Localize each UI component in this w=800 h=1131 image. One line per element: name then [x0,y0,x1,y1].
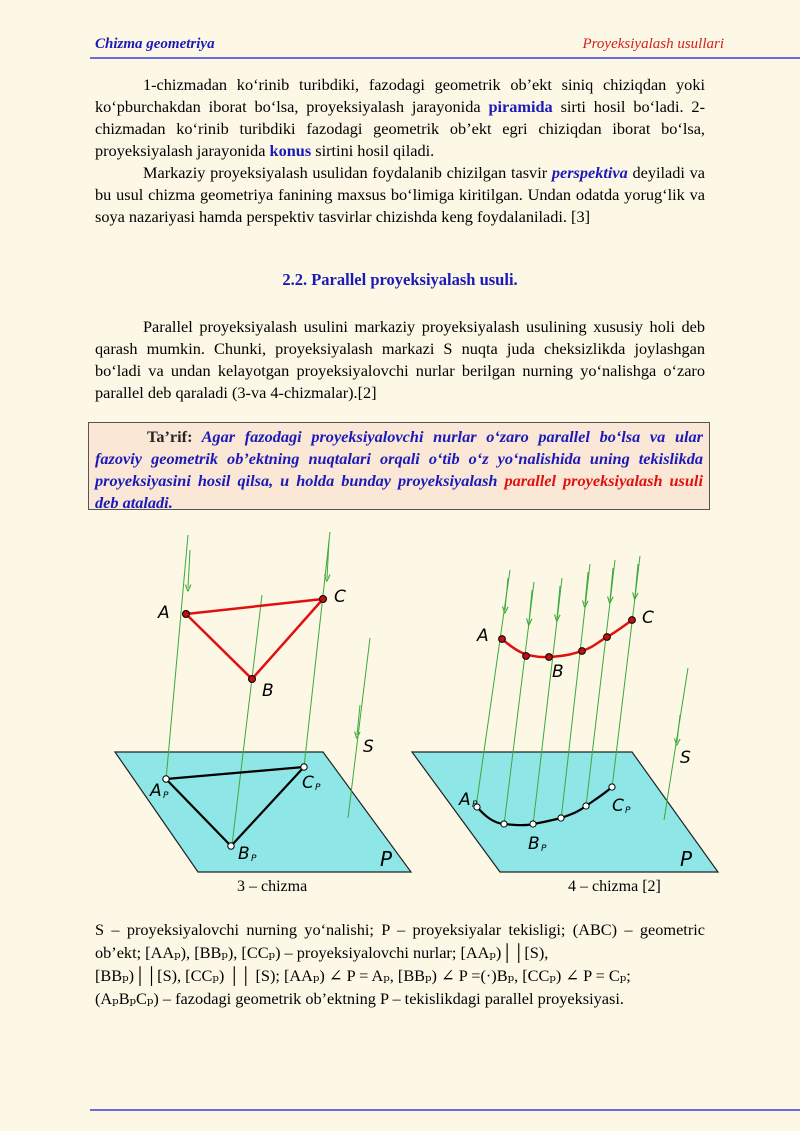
term-perspektiva: perspektiva [551,163,628,182]
ray-c-fig3 [304,532,330,767]
definition-term: parallel proyeksiyalash usuli [504,471,703,490]
label-bp-fig3: B [238,844,250,864]
label-plane-p-fig4: P [680,847,693,871]
label-bp-fig4: B [528,834,540,854]
term-piramida: piramida [488,97,553,116]
triangle-abc-fig3 [186,599,323,679]
label-s-fig4: S [680,748,691,768]
ray-a-fig3 [166,535,188,780]
svg-text:P: P [625,806,631,816]
label-a-fig3: A [158,603,170,623]
section-title: 2.2. Parallel proyeksiyalash usuli. [282,270,518,289]
label-c-fig3: C [334,587,346,607]
definition-label: Ta’rif: [147,427,193,446]
intro-text [95,74,705,228]
paragraph-3-block [95,316,705,404]
paragraph-1: 1-chizmadan ko‘rinib turibdiki, fazodagi geometrik ob’ekt siniq chiziqdan yoki ko‘pburchakdan iborat bo‘lsa, proyeksiyalash jarayonida piramida sirti hosil bo‘ladi. 2-chizmadan ko‘rinib turibdiki fazodagi geometrik ob’ekt egri chiziqdan iborat bo‘lsa, proyeksiyalash jarayonida konus sirtini hosil qiladi. [95,75,705,160]
caption-figure-4: 4 – chizma [2] [568,878,661,895]
figure-3 [115,532,411,872]
legend-line-2: [BBₚ)││[S), [CCₚ) ││ [S); [AAₚ) ∠ P = Aₚ, [BBₚ) ∠ P =(·)Bₚ, [CCₚ) ∠ P = Cₚ; [95,966,631,985]
label-s-fig3: S [363,737,374,757]
label-ap-fig3: A [150,781,162,801]
curve-abc-fig4 [502,620,632,657]
footer-divider [90,1109,800,1111]
label-cp-fig3: C [302,773,314,793]
caption-figure-3: 3 – chizma [237,878,308,895]
ray-s-fig4 [664,668,688,820]
label-b-fig3: B [262,681,274,701]
svg-text:P: P [315,783,321,793]
svg-text:P: P [541,844,547,854]
header-divider [90,57,800,59]
label-plane-p-fig3: P [380,847,393,871]
svg-text:P: P [472,800,478,810]
ray-s-fig3 [348,638,370,818]
label-a-fig4: A [477,626,489,646]
label-c-fig4: C [642,608,654,628]
figure-4 [412,556,718,872]
header-chapter: Proyeksiyalash usullari [582,36,724,52]
paragraph-3: Parallel proyeksiyalash usulini markaziy proyeksiyalash usulining xususiy holi deb qarash mumkin. Chunki, proyeksiyalash markazi S nuqta juda cheksizlikda joylashgan bo‘ladi va undan kelayotgan proyeksiyalovchi nurlar berilgan nurning yo‘nalishga o‘zaro parallel deb qaraladi (3-va 4-chizmalar).[2] [95,317,705,402]
legend-text [95,918,705,1010]
term-konus: konus [269,141,312,160]
label-ap-fig4: A [459,790,471,810]
header-subject: Chizma geometriya [95,36,215,52]
projection-figures [0,520,800,880]
legend-line-1: S – proyeksiyalovchi nurning yo‘nalishi; P – proyeksiyalar tekisligi; (ABC) – geometric ob’ekt; [AAₚ), [BBₚ), [CCₚ) – proyeksiyalovchi nurlar; [AAₚ)││[S), [95,920,705,962]
paragraph-2: Markaziy proyeksiyalash usulidan foydalanib chizilgan tasvir perspektiva deyiladi va bu usul chizma geometriya fanining maxsus bo‘limiga kiritilgan. Undan odatda yorug‘lik va soya nazariyasi hamda perspektiv tasvirlar chizishda keng foydalaniladi. [3] [95,163,706,226]
svg-text:P: P [251,854,257,864]
label-cp-fig4: C [612,796,624,816]
label-b-fig4: B [552,662,564,682]
legend-line-3: (AₚBₚCₚ) – fazodagi geometrik ob’ektning P – tekislikdagi parallel proyeksiyasi. [95,989,624,1008]
definition-box: Ta’rif: Agar fazodagi proyeksiyalovchi nurlar o‘zaro parallel bo‘lsa va ular fazoviy geometrik ob’ektning nuqtalari orqali o‘tib o‘z yo‘nalishida uning tekislikda proyeksiyasini hosil qilsa, u holda bunday proyeksiyalash parallel proyeksiyalash usuli deb ataladi. [88,422,710,510]
svg-text:P: P [163,791,169,801]
